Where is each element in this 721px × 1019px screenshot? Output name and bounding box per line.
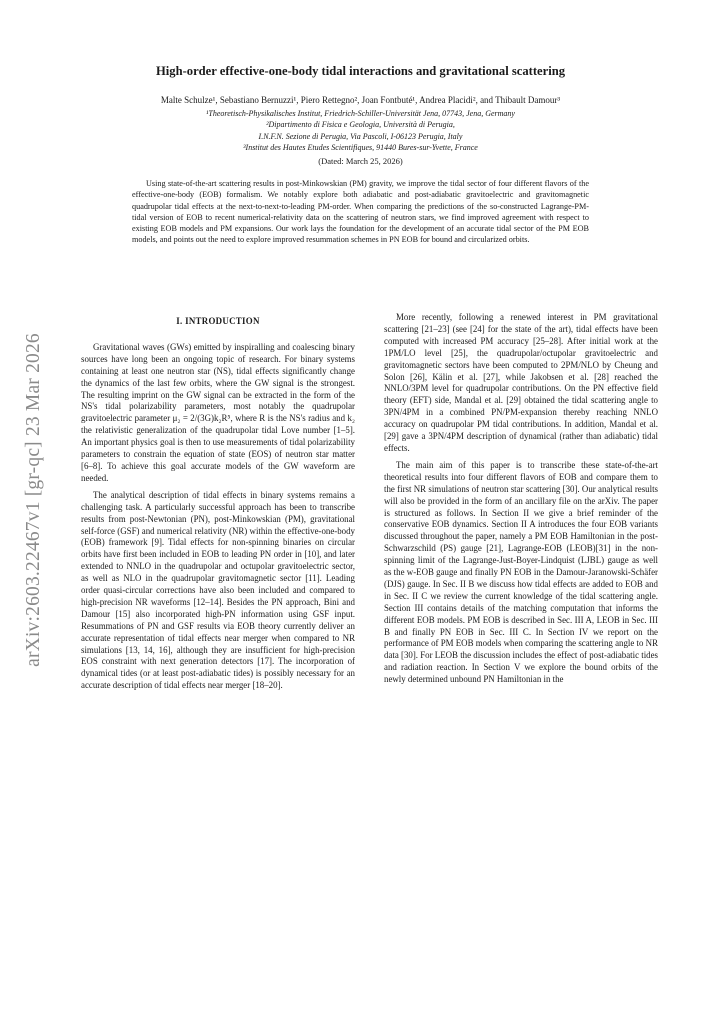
paper-title: High-order effective-one-body tidal interactions and gravitational scattering bbox=[155, 64, 565, 78]
arxiv-identifier-stamp bbox=[14, 300, 54, 700]
left-column bbox=[81, 316, 355, 697]
paragraph: Gravitational waves (GWs) emitted by inspiralling and coalescing binary sources have long been an ongoing topic of research. For binary systems containing at least one neutron star (NS), tidal effects significantly change the dynamics of the last few orbits, where the GW signal is the strongest. The resulting imprint on the GW signal can be extracted in the form of the NS's tidal polarizability parameters, most notably the quadrupolar gravitoelectric parameter μ₂ = 2/(3G)k₂R⁵, where R is the NS's radius and k₂ the relativistic generalization of the quadrupolar tidal Love number [1–5]. An important physics goal is then to use measurements of tidal polarizability parameters to constrain the equation of state (EOS) of neutron star matter [6–8]. To achieve this goal accurate models of the GW waveform are needed. bbox=[81, 341, 355, 483]
paragraph: The analytical description of tidal effects in binary systems remains a challenging task. A particularly successful approach has been to transcribe results from post-Newtonian (PN), post-Minkowskian (PM), gravitational self-force (GSF) and numerical relativity (NR) within the effective-one-body (EOB) framework [9]. Tidal effects for non-spinning binaries on circular orbits have first been included in EOB to leading PN order in [10], and later extended to NNLO in the quadrupolar and octupolar gravitoelectric sector, as well as NLO in the quadrupolar gravitomagnetic sector [11]. Leading order quasi-circular corrections have also been included and compared to high-precision NR waveforms [12–14]. Besides the PN approach, Bini and Damour [15] also incorporated high-PN information using GSF input. Resummations of PN and GSF results via EOB theory currently deliver an accurate representation of tidal effects near merger when compared to NR simulations [13, 14, 16], although they are insufficient for high-precision EOS constraint with next generation detectors [17]. The incorporation of dynamical tides (or at least post-adiabatic tides) is possibly necessary for an accurate description of tidal effects near merger [18–20]. bbox=[81, 489, 355, 691]
paragraph: The main aim of this paper is to transcribe these state-of-the-art theoretical results into four different flavors of EOB and compare them to the first NR simulations of neutron star scattering [30]. Our analytical results will also be provided in the form of an ancillary file on the arXiv. The paper is structured as follows. In Section II we give a brief reminder of the conservative EOB dynamics. Section II A introduces the four EOB variants discussed throughout the paper, namely a PM EOB Hamiltonian in the post-Schwarzschild (PS) gauge [21], Lagrange-EOB (LEOB)[31] in the non-spinning limit of the Lagrange-Just-Boyer-Lindquist (LJBL) gauge as well as the w-EOB gauge and finally PN EOB in the Damour-Jaranowski-Schäfer (DJS) gauge. In Sec. II B we discuss how tidal effects are added to EOB and in Sec. II C we review the current knowledge of the tidal scattering angle. Section III contains details of the matching computation that informs the different EOB models. PM EOB is described in Sec. III A, LEOB in Sec. III B and finally PN EOB in Sec. III C. In Section IV we report on the performance of PM EOB models when comparing the scattering angle to NR data [30]. For LEOB the discussion includes the effect of post-adiabatic tides and radiation reaction. In Section V we explore the bound orbits of the newly determined unbound PN Hamiltonian in the bbox=[384, 459, 658, 685]
arxiv-identifier-text: arXiv:2603.22467v1 [gr-qc] 23 Mar 2026 bbox=[23, 333, 44, 667]
date-line: (Dated: March 25, 2026) bbox=[318, 156, 403, 166]
affiliation-1: ¹Theoretisch-Physikalisches Institut, Friedrich-Schiller-Universität Jena, 07743, Jena, Germany bbox=[206, 109, 515, 118]
affiliation-2-cont: I.N.F.N. Sezione di Perugia, Via Pascoli, I-06123 Perugia, Italy bbox=[258, 131, 463, 141]
affiliation-2: ²Dipartimento di Fisica e Geologia, Università di Perugia, bbox=[266, 120, 455, 130]
abstract: Using state-of-the-art scattering results in post-Minkowskian (PM) gravity, we improve the tidal sector of four different flavors of the effective-one-body (EOB) formalism. We notably explore both adiabatic and post-adiabatic gravitoelectric and gravitomagnetic quadrupolar tidal effects at the next-to-next-to-leading PM-order. When comparing the predictions of the so-constructed Lagrange-PM-tidal version of EOB to recent numerical-relativity data on the scattering of neutron stars, we find improved agreement with respect to existing EOB models and PM expansions. Our work lays the foundation for the development of an accurate tidal sector of the PM EOB models, and points out the need to explore improved resummation schemes in PN EOB for bound and circularized orbits. bbox=[132, 179, 589, 245]
affiliation-3: ³Institut des Hautes Etudes Scientifiques, 91440 Bures-sur-Yvette, France bbox=[243, 142, 478, 152]
affiliations bbox=[0, 108, 721, 153]
right-column bbox=[384, 312, 658, 691]
paragraph: More recently, following a renewed interest in PM gravitational scattering [21–23] (see [24] for the state of the art), tidal effects have been computed with increased PM accuracy [25–28]. After initial work at the 1PM/LO level [25], the quadrupolar/octupolar gravitoelectric and gravitomagnetic sectors have been computed to 2PM/NLO by Cheung and Solon [26], Kälin et al. [27], while Jakobsen et al. [28] reached the NNLO/3PM level for quadrupolar contributions. On the PN effective field theory (EFT) side, Mandal et al. [29] obtained the tidal scattering angle to 3PN/4PM in a combined PN/PM-expansion thereby reaching NNLO accuracy on quadrupolar PM tidal contributions. In addition, Mandal et al. [29] gave a 3PN/4PM description of dynamical (rather than adiabatic) tidal effects. bbox=[384, 312, 658, 453]
section-heading-introduction: I. INTRODUCTION bbox=[176, 316, 260, 326]
author-list: Malte Schulze¹, Sebastiano Bernuzzi¹, Piero Rettegno², Joan Fontbuté¹, Andrea Placidi², and Thibault Damour³ bbox=[160, 95, 561, 105]
